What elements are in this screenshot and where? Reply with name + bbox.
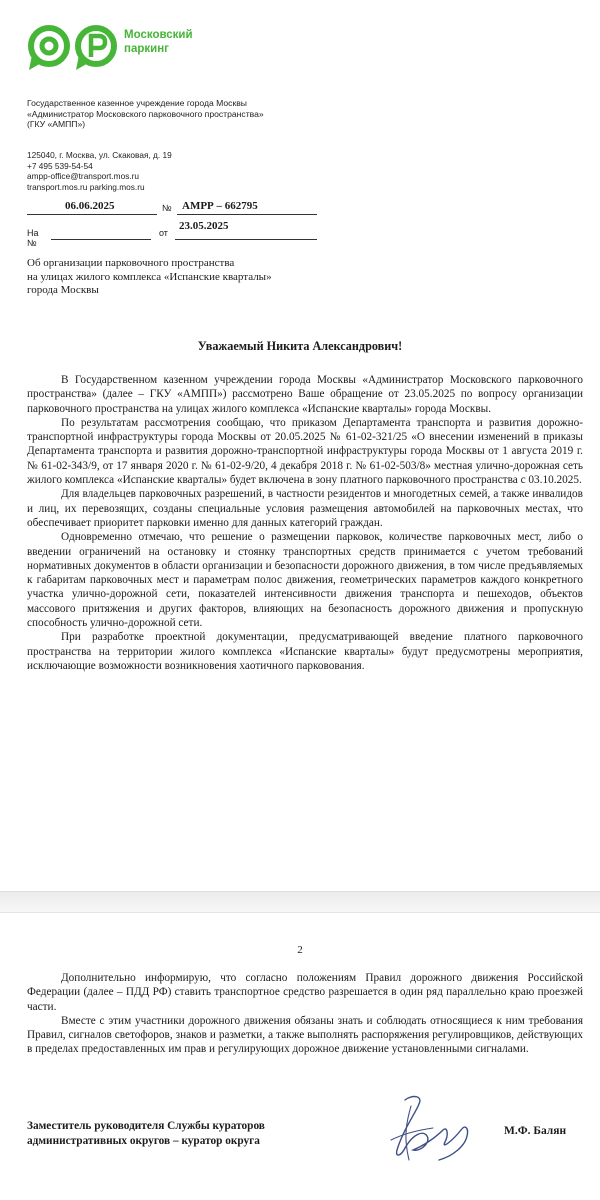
in-reply-date-field — [175, 220, 317, 240]
page-number: 2 — [297, 944, 303, 956]
signer-name: М.Ф. Балян — [504, 1125, 567, 1137]
signer-title — [27, 1119, 265, 1149]
paragraph: Одновременно отмечаю, что решение о размещении парковок, количестве парковочных мест, либо о введении ограничений на остановку и стоянку транспортных средств принимается с учетом требований нормативных документов в области организации и безопасности дорожного движения, в том числе предъявляемых к габаритам парковочных мест и параметрам полос движения, геометрических параметров каждого конкретного участка улично-дорожной сети, показателей интенсивности движения транспорта и пешеходов, объектов массового притяжения и других факторов, влияющих на безопасность дорожного движения и пропускную способность улично-дорожной сети. — [27, 531, 583, 630]
letter-body — [27, 373, 583, 673]
brand-name — [124, 28, 193, 56]
paragraph: Вместе с этим участники дорожного движения обязаны знать и соблюдать относящиеся к ним требования Правил, сигналов светофоров, знаков и разметки, а также выполнять распоряжения регулировщиков, действующих в пределах предоставленных им прав и регулирующих дорожное движение установленными сигналами. — [27, 1014, 583, 1056]
outgoing-date: 06.06.2025 — [65, 200, 115, 212]
contacts-block — [27, 150, 172, 192]
address: 125040, г. Москва, ул. Скаковая, д. 19 — [27, 150, 172, 160]
email: ampp-office@transport.mos.ru — [27, 171, 140, 182]
from-label: от — [159, 228, 168, 238]
in-reply-number-field — [51, 226, 151, 240]
paragraph: При разработке проектной документации, предусматривающей введение платного парковочного пространства на территории жилого комплекса «Испанские кварталы» будут предусмотрены мероприятия, исключающие возможности возникновения хаотичного парковования. — [27, 631, 583, 672]
phone: +7 495 539-54-54 — [27, 160, 93, 171]
brand-line-2: паркинг — [124, 43, 169, 55]
signer-title-line-1: Заместитель руководителя Службы кураторов — [27, 1120, 265, 1132]
signer-title-line-2: административных округов – куратор округа — [27, 1135, 260, 1147]
outgoing-number: АМРР – 662795 — [182, 200, 258, 212]
parking-p-logo-icon — [74, 25, 118, 71]
paragraph: Дополнительно информирую, что согласно положениям Правил дорожного движения Российской Федерации (далее – ПДД РФ) ставить транспортное средство разрешается в один ряд параллельно краю проезжей части. — [27, 972, 583, 1013]
outgoing-number-field — [177, 201, 317, 215]
brand-line-1: Московский — [124, 29, 193, 41]
in-reply-label: На № — [27, 228, 39, 248]
paragraph: По результатам рассмотрения сообщаю, что приказом Департамента транспорта и развития дорожно-транспортной инфраструктуры города Москвы от 20.05.2025 № 61-02-321/25 «О внесении изменений в приказы Департамента транспорта и развития дорожно-транспортной инфраструктуры города Москвы от 1 августа 2019 г. № 61-02-343/9, от 17 января 2020 г. № 61-02-9/20, 4 декабря 2018 г. № 61-02-503/8» местная улично-дорожная сеть жилого комплекса «Испанские кварталы» будет включена в зону платного парковочного пространства с 03.10.2025. — [27, 416, 583, 487]
handwritten-signature — [383, 1090, 473, 1170]
org-line-1: Государственное казенное учреждение города Москвы — [27, 98, 247, 108]
page-separator — [0, 891, 600, 913]
greeting: Уважаемый Никита Александрович! — [197, 339, 403, 353]
paragraph: Для владельцев парковочных разрешений, в частности резидентов и многодетных семей, а также инвалидов и лиц, их перевозящих, созданы специальные условия размещения автомобилей на парковочных местах, что обеспечивает приоритет парковки именно для данных категорий граждан. — [27, 488, 583, 529]
subject — [27, 257, 272, 298]
websites: transport.mos.ru parking.mos.ru — [27, 181, 145, 192]
location-pin-logo-icon — [27, 25, 71, 71]
org-line-3: (ГКУ «АМПП») — [27, 119, 86, 129]
subject-line-2: на улицах жилого комплекса «Испанские кварталы» — [27, 270, 272, 283]
organization-block — [27, 98, 264, 130]
subject-line-3: города Москвы — [27, 284, 99, 296]
outgoing-date-field — [27, 201, 157, 215]
org-line-2: «Администратор Московского парковочного пространства» — [27, 108, 264, 119]
in-reply-date: 23.05.2025 — [179, 220, 229, 232]
paragraph: В Государственном казенном учреждении города Москвы «Администратор Московского парковочного пространства» (далее – ГКУ «АМПП») рассмотрено Ваше обращение от 23.05.2025 по вопросу организации парковочного пространства на улицах жилого комплекса «Испанские кварталы» города Москвы. — [27, 374, 583, 415]
moscow-parking-logo — [27, 25, 207, 71]
letter-body-page-2 — [27, 971, 583, 1057]
subject-line-1: Об организации парковочного пространства — [27, 257, 235, 269]
number-label: № — [162, 203, 172, 213]
